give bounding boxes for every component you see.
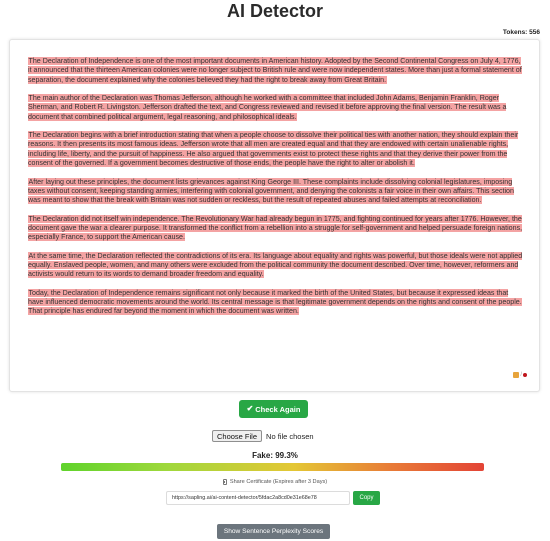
- paragraph: [28, 131, 525, 168]
- check-again-button[interactable]: [239, 400, 308, 418]
- token-count: Tokens: 556: [502, 29, 540, 36]
- page-title: AI Detector: [226, 1, 324, 21]
- check-icon: ✔: [246, 404, 254, 413]
- paragraph: [28, 215, 525, 243]
- highlighted-span: Today, the Declaration of Independence remains significant not only because it marked the birth of the United States, but because it expressed ideas that have influenced democratic movements around the world. Its central message is that legitimate government depends on the rights and consent of the people. That principle has endured far beyond the moment in which the document was written.: [28, 288, 522, 316]
- show-perplexity-button[interactable]: Show Sentence Perplexity Scores: [217, 524, 330, 539]
- paragraph: [28, 57, 525, 85]
- highlighted-span: The Declaration did not itself win independence. The Revolutionary War had already begun in 1775, and fighting continued for years after 1776. However, the document gave the war a clearer purpose. It transformed the conflict from a rebellion into a struggle for self-government and helped persuade foreign nations, especially France, to support the American cause.: [28, 214, 523, 242]
- copy-button[interactable]: Copy: [353, 491, 380, 505]
- score-gradient-bar: [61, 463, 484, 471]
- paragraph: [28, 289, 525, 317]
- check-again-label: Check Again: [255, 404, 301, 414]
- fake-score-label: Fake: 99.3%: [252, 451, 298, 460]
- file-upload: [212, 430, 314, 442]
- paragraph: [28, 94, 525, 122]
- analyzed-text-panel[interactable]: [9, 39, 540, 392]
- thumbs-up-icon[interactable]: [513, 372, 519, 378]
- choose-file-button[interactable]: Choose File: [212, 430, 262, 442]
- highlighted-span: The Declaration begins with a brief introduction stating that when a people choose to dissolve their political ties with another nation, they should explain their reasons. It then presents its most famous ideas. Jefferson wrote that all men are created equal and that they are endowed with certain unalienable rights, including life, liberty, and the pursuit of happiness. He also argued that governments exist to protect these rights and that they derive their power from the consent of the governed. If a government becomes destructive of those ends, the people have the right to alter or abolish it.: [28, 131, 519, 168]
- highlighted-span: At the same time, the Declaration reflected the contradictions of its era. Its language about equality and rights was powerful, but those ideals were not applied equally. Enslaved people, women, and many others were excluded from the political community the document described. Over time, however, reformers and activists would return to its words to demand broader freedom and equality.: [28, 251, 523, 279]
- highlighted-text: [28, 57, 525, 326]
- heart-icon[interactable]: [523, 373, 527, 377]
- share-certificate: [0, 479, 550, 485]
- document-icon: [223, 479, 227, 485]
- file-status: No file chosen: [266, 431, 314, 441]
- share-certificate-label: Share Certificate (Expires after 3 Days): [229, 479, 328, 485]
- feedback-controls: [513, 372, 527, 378]
- highlighted-span: After laying out these principles, the document lists grievances against King George III. These complaints include dissolving colonial legislatures, imposing taxes without consent, keeping standing armies, interfering with colonial government, and denying the colonists a fair voice in their own affairs. This section was meant to show that the break with Britain was not sudden or reckless, but the result of repeated abuses and failed attempts at reconciliation.: [28, 177, 514, 205]
- paragraph: [28, 178, 525, 206]
- highlighted-span: The main author of the Declaration was Thomas Jefferson, although he worked with a committee that included John Adams, Benjamin Franklin, Roger Sherman, and Robert R. Livingston. Jefferson drafted the text, and Congress reviewed and revised it before approving the final version. The result was a document that combined political argument, legal reasoning, and philosophical ideals.: [28, 94, 507, 121]
- divider: /: [520, 372, 522, 378]
- paragraph: [28, 252, 525, 280]
- highlighted-span: The Declaration of Independence is one of the most important documents in American history. Adopted by the Second Continental Congress on July 4, 1776, it announced that the thirteen American colonies were no longer subject to British rule and were now independent states. More than just a formal statement of separation, the document explained why the colonies believed they had the right to break away from Great Britain.: [28, 57, 522, 84]
- share-url-field[interactable]: [166, 491, 350, 505]
